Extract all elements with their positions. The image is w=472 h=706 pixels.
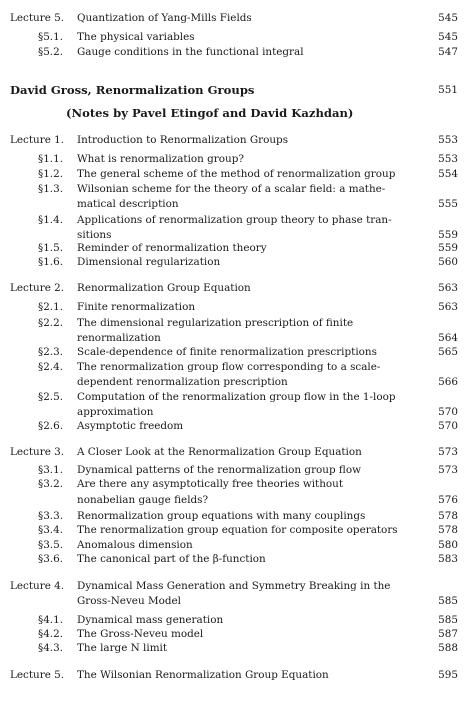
lecture-label: Lecture 5. [10, 669, 65, 681]
part-notes: (Notes by Pavel Etingof and David Kazhdan) [66, 106, 354, 120]
section-title: Dynamical patterns of the renormalization group flow [77, 464, 362, 476]
page-number: 573 [438, 446, 458, 458]
lecture-label: Lecture 2. [10, 282, 65, 294]
section-label: §5.1. [38, 31, 64, 43]
section-label: §1.3. [38, 183, 64, 195]
page-number: 573 [438, 464, 458, 476]
page-number: 583 [438, 553, 458, 565]
section-title: The general scheme of the method of renormalization group [77, 168, 396, 180]
page-number: 559 [438, 229, 458, 241]
section-label: §1.1. [38, 153, 64, 165]
section-label: §3.1. [38, 464, 64, 476]
section-title: The physical variables [77, 31, 195, 43]
page-number: 554 [438, 168, 458, 180]
page-number: 563 [438, 301, 458, 313]
section-title-line1: The renormalization group flow corresponding to a scale- [77, 361, 381, 373]
lecture-title: Introduction to Renormalization Groups [77, 134, 289, 146]
lecture-title-line1: Dynamical Mass Generation and Symmetry Breaking in the [77, 580, 391, 592]
page-number: 547 [438, 46, 458, 58]
page-number: 578 [438, 524, 458, 536]
section-label: §2.4. [38, 361, 64, 373]
page-number: 545 [438, 12, 458, 24]
page-number: 585 [438, 595, 458, 607]
page-number: 555 [438, 198, 458, 210]
page-number: 563 [438, 282, 458, 294]
section-title-line2: matical description [77, 198, 179, 210]
section-title: The renormalization group equation for composite operators [77, 524, 398, 536]
section-label: §4.2. [38, 628, 64, 640]
section-label: §5.2. [38, 46, 64, 58]
page-number: 559 [438, 242, 458, 254]
section-label: §2.1. [38, 301, 64, 313]
section-title-line2: nonabelian gauge fields? [77, 494, 209, 506]
section-label: §1.2. [38, 168, 64, 180]
section-title-line2: sitions [77, 229, 112, 241]
section-label: §2.2. [38, 317, 64, 329]
section-label: §3.6. [38, 553, 64, 565]
section-title-line1: Applications of renormalization group theory to phase tran- [77, 214, 392, 226]
page-number: 580 [438, 539, 458, 551]
lecture-title: Quantization of Yang-Mills Fields [77, 12, 252, 24]
part-title: David Gross, Renormalization Groups [10, 83, 255, 97]
section-label: §1.5. [38, 242, 64, 254]
lecture-label: Lecture 3. [10, 446, 65, 458]
section-title: Renormalization group equations with many couplings [77, 510, 366, 522]
page-number: 588 [438, 642, 458, 654]
section-title: Gauge conditions in the functional integral [77, 46, 304, 58]
page-number: 576 [438, 494, 458, 506]
section-title: Asymptotic freedom [77, 420, 184, 432]
section-title: Finite renormalization [77, 301, 196, 313]
section-title: The canonical part of the β-function [77, 553, 266, 565]
section-title: Reminder of renormalization theory [77, 242, 267, 254]
section-label: §1.4. [38, 214, 64, 226]
lecture-label: Lecture 5. [10, 12, 65, 24]
lecture-label: Lecture 4. [10, 580, 65, 592]
page-number: 553 [438, 134, 458, 146]
section-label: §2.3. [38, 346, 64, 358]
page-number: 560 [438, 256, 458, 268]
section-label: §4.1. [38, 614, 64, 626]
section-title: Scale-dependence of finite renormalization prescriptions [77, 346, 377, 358]
section-label: §2.5. [38, 391, 64, 403]
page-number: 570 [438, 420, 458, 432]
section-title-line1: Wilsonian scheme for the theory of a scalar field: a mathe- [77, 183, 386, 195]
lecture-title: The Wilsonian Renormalization Group Equation [77, 669, 329, 681]
page-number: 566 [438, 376, 458, 388]
section-label: §3.4. [38, 524, 64, 536]
section-title: Dimensional regularization [77, 256, 221, 268]
section-title-line2: approximation [77, 406, 154, 418]
section-title-line1: Computation of the renormalization group flow in the 1-loop [77, 391, 396, 403]
section-title-line2: renormalization [77, 332, 161, 344]
lecture-title: A Closer Look at the Renormalization Group Equation [77, 446, 362, 458]
lecture-title: Renormalization Group Equation [77, 282, 251, 294]
page-number: 545 [438, 31, 458, 43]
page-number: 595 [438, 669, 458, 681]
section-title-line1: The dimensional regularization prescription of finite [77, 317, 354, 329]
page-number: 565 [438, 346, 458, 358]
section-title: The Gross-Neveu model [77, 628, 204, 640]
section-label: §3.3. [38, 510, 64, 522]
section-label: §3.5. [38, 539, 64, 551]
section-title: What is renormalization group? [77, 153, 244, 165]
section-title: Dynamical mass generation [77, 614, 224, 626]
section-label: §4.3. [38, 642, 64, 654]
section-title-line1: Are there any asymptotically free theories without [77, 478, 344, 490]
page-number: 587 [438, 628, 458, 640]
page-number: 570 [438, 406, 458, 418]
section-title-line2: dependent renormalization prescription [77, 376, 288, 388]
page-number: 585 [438, 614, 458, 626]
lecture-title-line2: Gross-Neveu Model [77, 595, 181, 607]
section-label: §3.2. [38, 478, 64, 490]
section-label: §1.6. [38, 256, 64, 268]
page-number: 553 [438, 153, 458, 165]
section-title: The large N limit [77, 642, 168, 654]
section-label: §2.6. [38, 420, 64, 432]
lecture-label: Lecture 1. [10, 134, 65, 146]
page-number: 564 [438, 332, 458, 344]
page-number: 578 [438, 510, 458, 522]
section-title: Anomalous dimension [77, 539, 193, 551]
page-number: 551 [438, 84, 458, 96]
